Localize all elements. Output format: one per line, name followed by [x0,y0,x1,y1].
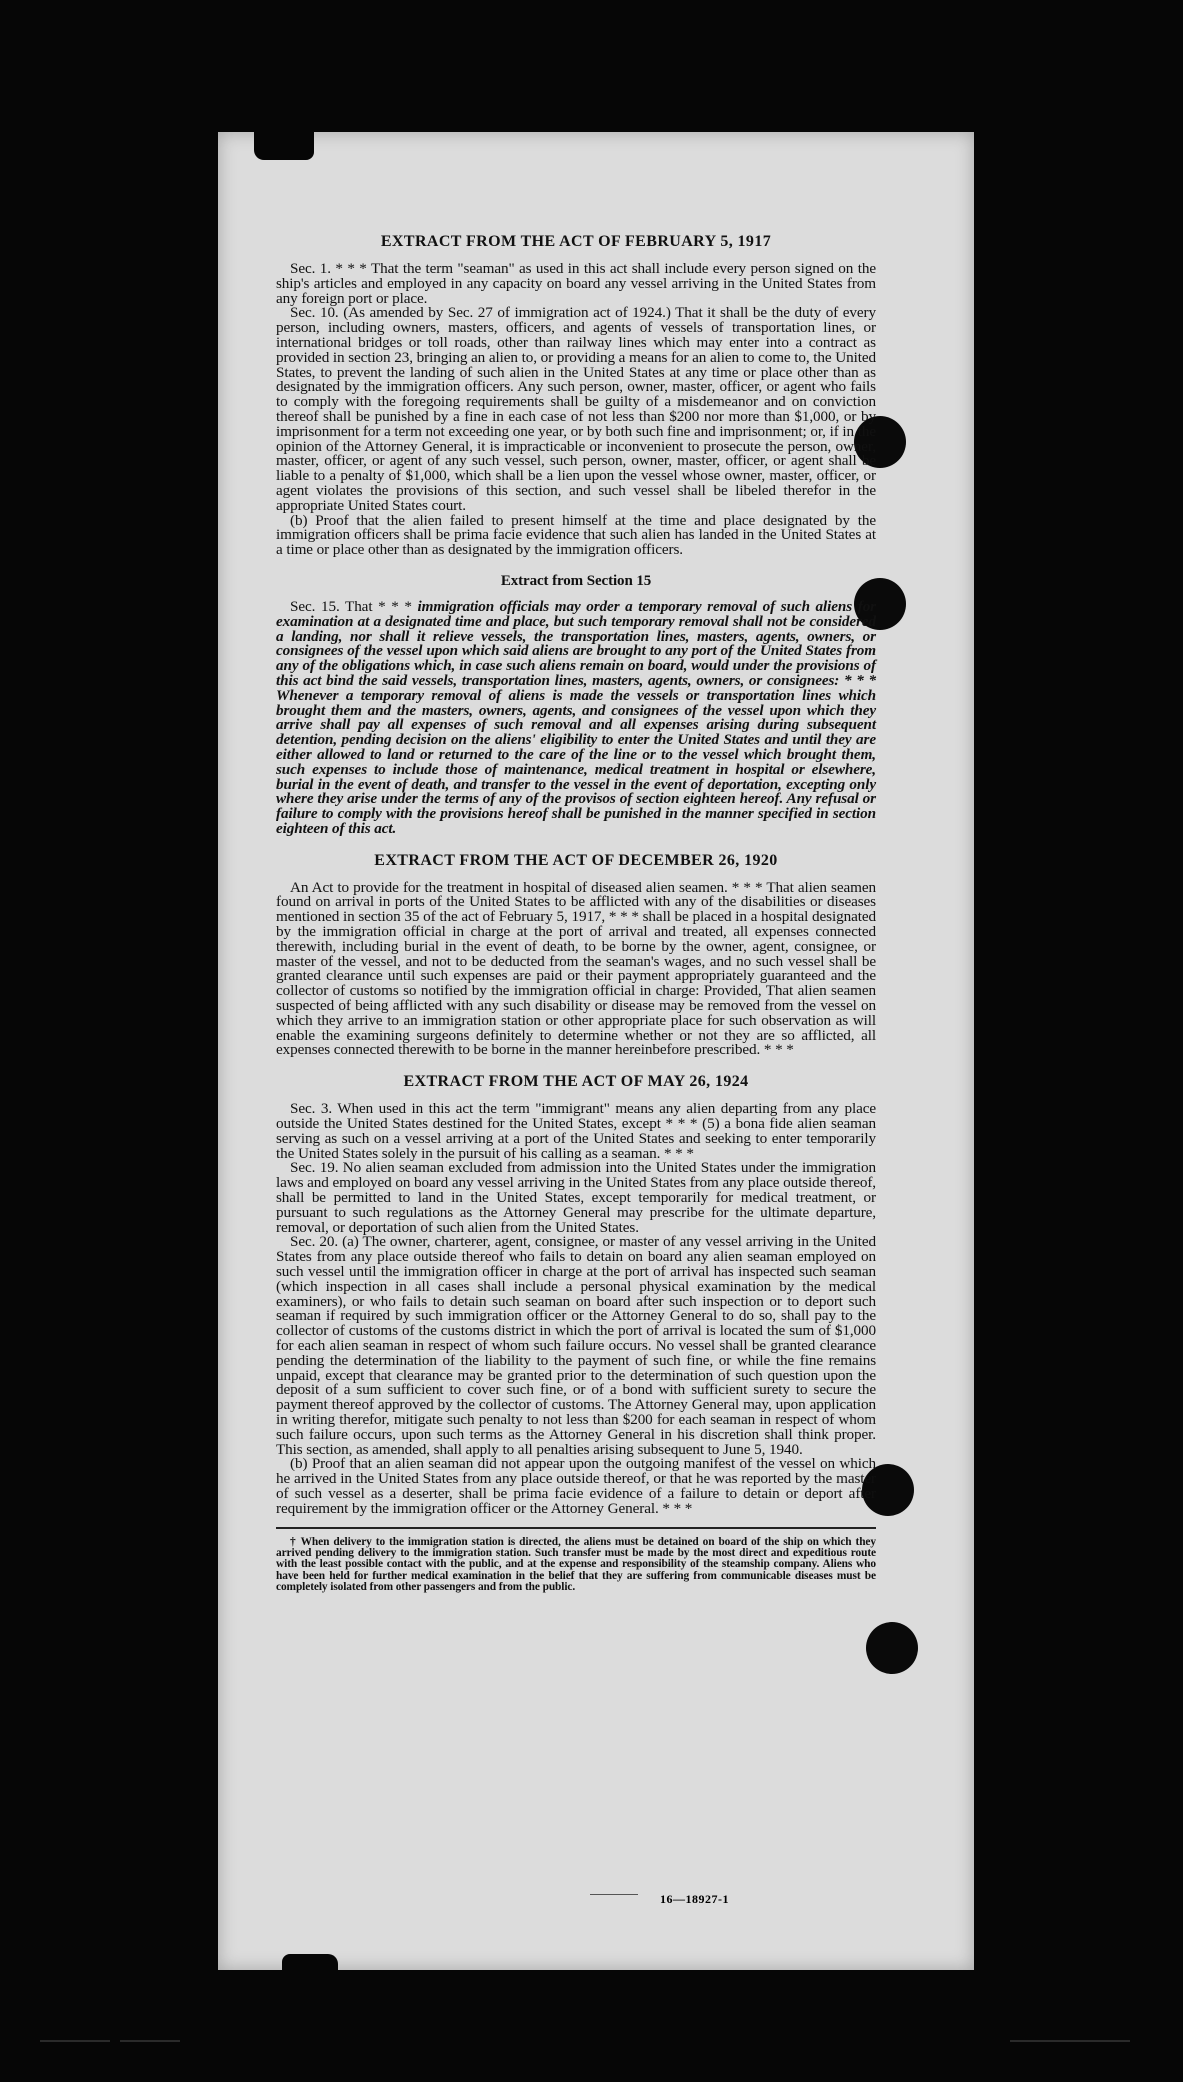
document-number: 16—18927-1 [660,1892,729,1906]
section-10-paragraph: Sec. 10. (As amended by Sec. 27 of immigration act of 1924.) That it shall be the duty of every person, including owners, masters, officers, and agents of vessels of transportation lines, or international bridges or toll roads, other than railway lines which may enter into a contract as provided in section 23, bringing an alien to, or providing a means for an alien to come to, the United States, to prevent the landing of such alien in the United States at any time or place other than as designated by the immigration officers. Any such person, owner, master, officer, or agent who fails to comply with the foregoing requirements shall be guilty of a misdemeanor and on conviction thereof shall be punished by a fine in each case of not less than $200 nor more than $1,000, or by imprisonment for a term not exceeding one year, or by both such fine and imprisonment; or, if in the opinion of the Attorney General, it is impracticable or inconvenient to prosecute the person, owner, master, officer, or agent of any such vessel, such person, owner, master, officer, or agent shall be liable to a penalty of $1,000, which shall be a lien upon the vessel whose owner, master, officer, or agent violates the provisions of this section, and such vessel shall be libeled therefor in the appropriate United States court. [276,304,876,514]
signature-line [590,1894,638,1895]
heading-act-1917: EXTRACT FROM THE ACT OF FEBRUARY 5, 1917 [380,233,772,250]
heading-act-1920: EXTRACT FROM THE ACT OF DECEMBER 26, 1920 [374,851,778,869]
section-1-paragraph: Sec. 1. * * * That the term "seaman" as used in this act shall include every person signed on the ship's articles and employed in any capacity on board any vessel arriving in the United States from any foreign port or place. [276,260,876,307]
torn-corner [282,1954,338,1970]
film-scratch [120,2040,180,2042]
section-15-paragraph [276,597,876,837]
document-body [276,232,876,1594]
torn-corner [254,132,314,160]
film-scratch [40,2040,110,2042]
film-scratch [1010,2040,1130,2042]
section-20a-paragraph: Sec. 20. (a) The owner, charterer, agent, consignee, or master of any vessel arriving in the United States from any place outside thereof who fails to detain on board any alien seaman employed on such vessel until the immigration officer in charge at the port of arrival has inspected such seaman (which inspection in all cases shall include a personal physical examination by the medical examiners), or who fails to detain such seaman on board after such inspection or to deport such seaman if required by such immigration officer or the Attorney General to do so, shall pay to the collector of customs of the customs district in which the port of arrival is located the sum of $1,000 for each alien seaman in respect of whom such failure occurs. No vessel shall be granted clearance pending the determination of the liability to the payment of such fine, or while the fine remains unpaid, except that clearance may be granted prior to the determination of such question upon the deposit of a sum sufficient to cover such fine, or of a bond with sufficient surety to secure the payment thereof approved by the collector of customs. The Attorney General may, upon application in writing therefor, mitigate such penalty to not less than $200 for each seaman in respect of whom such failure occurs, upon such terms as the Attorney General in his discretion shall think proper. This section, as amended, shall apply to all penalties arising subsequent to June 5, 1940. [276,1233,876,1458]
section-15-italic-text: immigration officials may order a temporary removal of such aliens for examination at a designated time and place, but such temporary removal shall not be considered a landing, nor shall it relieve vessels, the transportation lines, masters, agents, owners, or consignees of the vessel upon which said aliens are brought to any port of the United States from any of the obligations which, in case such aliens remain on board, would under the provisions of this act bind the said vessels, transportation lines, masters, agents, owners, or consignees: * * * Whenever a temporary removal of aliens is made the vessels or transportation lines which brought them and the masters, owners, agents, and consignees of the vessel upon which they arrive shall pay all expenses of such removal and all expenses arising during subsequent detention, pending decision on the aliens' eligibility to enter the United States and until they are either allowed to land or returned to the care of the line or to the vessel which brought them, such expenses to include those of maintenance, medical treatment in hospital or elsewhere, burial in the event of death, and transfer to the vessel in the event of deportation, excepting only where they arise under the terms of any of the provisos of section eighteen hereof. Any refusal or failure to comply with the provisions hereof shall be punished in the manner specified in section eighteen of this act. [276,597,876,837]
act-1920-paragraph: An Act to provide for the treatment in hospital of diseased alien seamen. * * * That alien seamen found on arrival in ports of the United States to be afflicted with any of the disabilities or diseases mentioned in section 35 of the act of February 5, 1917, * * * shall be placed in a hospital designated by the immigration official in charge at the port of arrival and treated, all expenses connected therewith, including burial in the event of death, to be borne by the owner, agent, consignee, or master of the vessel, and not to be deducted from the seaman's wages, and no such vessel shall be granted clearance until such expenses are paid or their payment appropriately guaranteed and the collector of customs so notified by the immigration official in charge: Provided, That alien seamen suspected of being afflicted with any such disability or disease may be removed from the vessel on which they arrive to an immigration station or other appropriate place for such observation as will enable the examining surgeons definitely to determine whether or not they are so afflicted, all expenses connected therewith to be borne in the manner hereinbefore prescribed. * * * [276,878,876,1059]
heading-section-15: Extract from Section 15 [500,572,652,589]
heading-act-1924: EXTRACT FROM THE ACT OF MAY 26, 1924 [403,1073,749,1091]
punch-hole [866,1622,918,1674]
footnote: † When delivery to the immigration station is directed, the aliens must be detained on board of the ship on which they arrived pending delivery to the immigration station. Such transfer must be made by the most direct and expeditious route with the least possible contact with the public, and at the expense and responsibility of the steamship company. Aliens who have been held for further medical examination in the belief that they are suffering from communicable diseases must be completely isolated from other passengers and from the public. [276,1535,876,1594]
section-20b-paragraph: (b) Proof that an alien seaman did not appear upon the outgoing manifest of the vessel on which he arrived in the United States from any place outside thereof, or that he was reported by the master of such vessel as a deserter, shall be prima facie evidence of a failure to detain or deport after requirement by the immigration officer or the Attorney General. * * * [276,1455,876,1517]
section-19-paragraph: Sec. 19. No alien seaman excluded from admission into the United States under the immigration laws and employed on board any vessel arriving in the United States from any place outside thereof, shall be permitted to land in the United States, except temporarily for medical treatment, or pursuant to such regulations as the Attorney General may prescribe for the ultimate departure, removal, or deportation of such alien from the United States. [276,1159,876,1236]
document-sheet [218,132,974,1970]
section-15-lead: Sec. 15. That * * * [290,597,412,615]
footnote-divider [276,1527,876,1529]
section-3-paragraph: Sec. 3. When used in this act the term "immigrant" means any alien departing from any place outside the United States destined for the United States, except * * * (5) a bona fide alien seaman serving as such on a vessel arriving at a port of the United States and seeking to enter temporarily the United States solely in the pursuit of his calling as a seaman. * * * [276,1100,876,1162]
section-10b-paragraph: (b) Proof that the alien failed to present himself at the time and place designated by the immigration officers shall be prima facie evidence that such alien has landed in the United States at a time or place other than as designated by the immigration officers. [276,511,876,559]
